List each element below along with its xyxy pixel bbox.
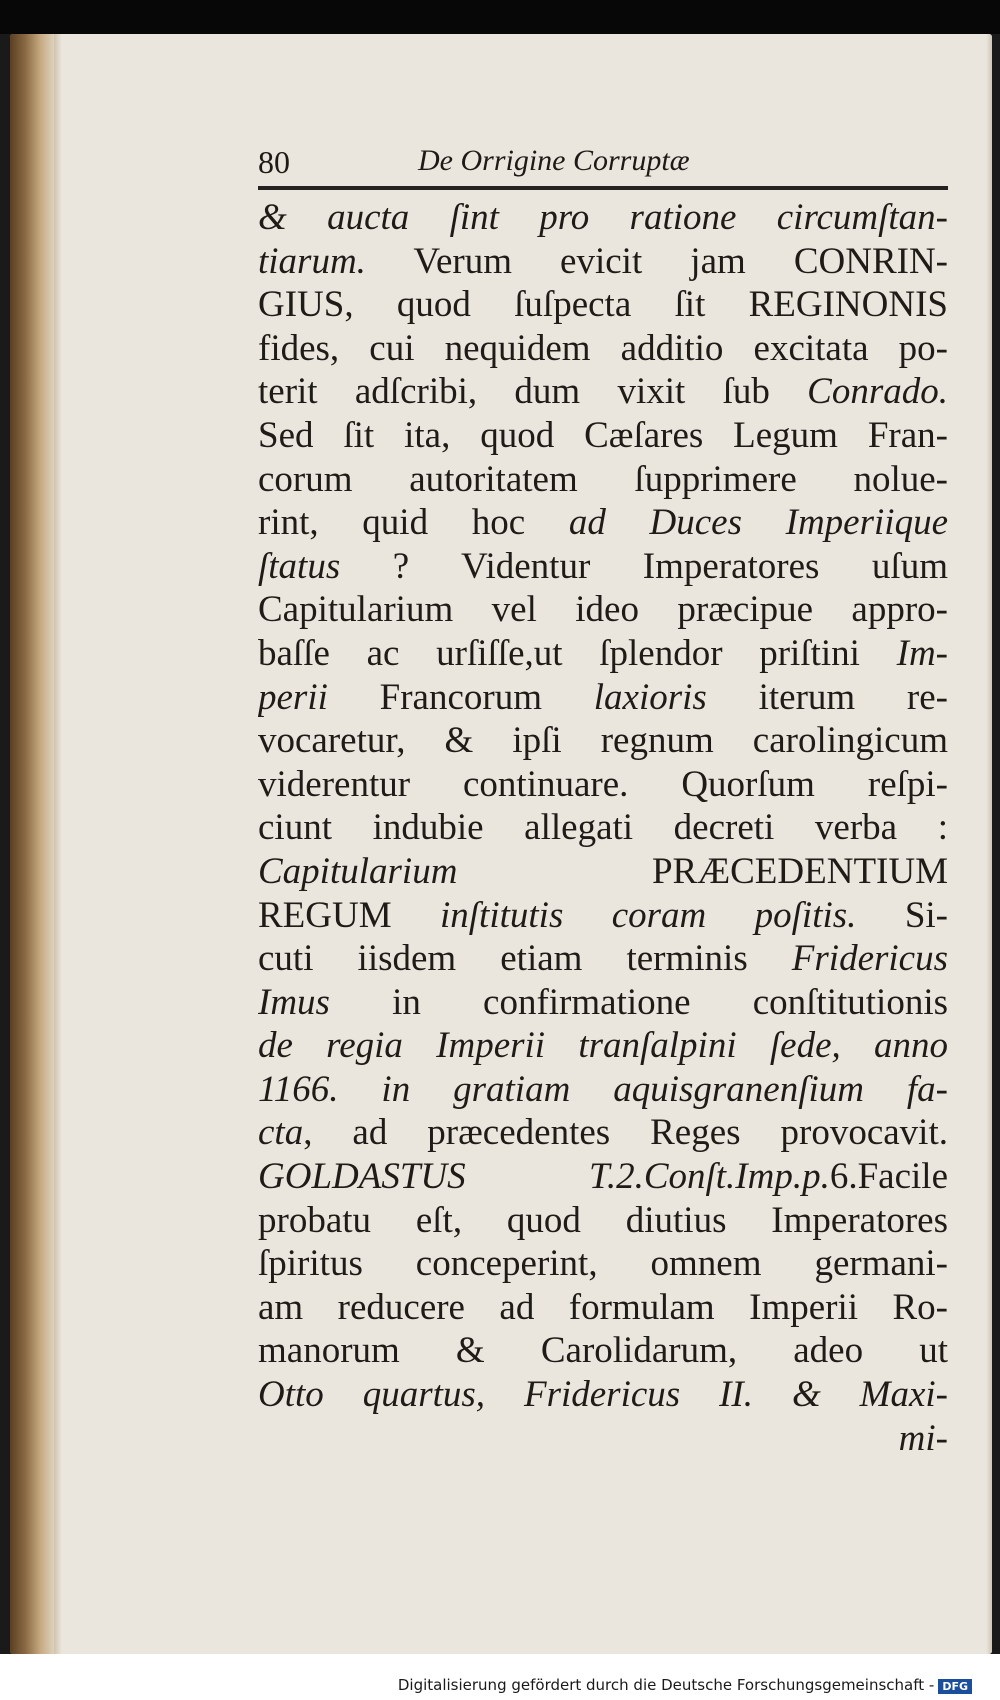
text-line (258, 1417, 948, 1461)
text-line (258, 937, 948, 981)
text-line (258, 545, 948, 589)
text-segment: 1166. in gratiam aquisgranenſium fa- (258, 1068, 948, 1110)
text-segment: Capitularium (258, 850, 458, 892)
text-segment: GIUS, quod ſuſpecta ſit REGINONIS (258, 284, 948, 326)
text-line (258, 414, 948, 458)
page-number: 80 (258, 144, 290, 180)
text-line (258, 1373, 948, 1417)
text-line (258, 370, 948, 414)
text-line (258, 458, 948, 502)
text-line (258, 894, 948, 938)
spine-shadow (54, 34, 62, 1654)
text-segment: am reducere ad formulam Imperii Ro- (258, 1286, 948, 1328)
text-segment: Si- (856, 894, 948, 936)
text-line (258, 240, 948, 284)
text-segment: laxioris (593, 676, 707, 718)
text-segment: probatu eſt, quod diutius Imperatores (258, 1199, 948, 1241)
book-spine (10, 34, 54, 1654)
text-line (258, 501, 948, 545)
text-segment: Sed ſit ita, quod Cæſares Legum Fran- (258, 414, 948, 456)
text-segment: cta (258, 1112, 304, 1154)
text-line (258, 1155, 948, 1199)
text-line (258, 632, 948, 676)
text-segment: Otto quartus, Fridericus II. & Maxi- (258, 1374, 948, 1416)
text-segment: ad Duces Imperiique (568, 502, 948, 544)
text-segment: , ad præcedentes Reges provocavit. (303, 1112, 948, 1154)
text-line (258, 1199, 948, 1243)
top-border (0, 0, 1000, 34)
text-line (258, 196, 948, 240)
text-segment: Verum evicit jam CONRIN- (365, 240, 948, 282)
text-line (258, 283, 948, 327)
text-line (258, 850, 948, 894)
footer-text: Digitalisierung gefördert durch die Deutsche Forschungsgemeinschaft - (397, 1676, 935, 1694)
text-segment: fides, cui nequidem additio excitata po- (258, 327, 948, 369)
text-line (258, 1286, 948, 1330)
text-segment: REGUM (258, 894, 440, 936)
text-line (258, 676, 948, 720)
text-segment: GOLDASTUS T.2.Conſt.Imp.p. (258, 1156, 830, 1198)
text-segment: PRÆCEDENTIUM (457, 850, 948, 892)
text-segment: mi- (898, 1417, 948, 1459)
text-line (258, 1111, 948, 1155)
text-segment: 6.Facile (829, 1156, 948, 1198)
page-header (258, 110, 948, 180)
text-segment: vocaretur, & ipſi regnum carolingicum (258, 720, 948, 762)
text-line (258, 1068, 948, 1112)
text-segment: ſtatus (258, 545, 341, 587)
page-edge (986, 34, 992, 1654)
text-segment: Capitularium vel ideo præcipue appro- (258, 589, 948, 631)
text-segment: viderentur continuare. Quorſum reſpi- (258, 763, 948, 805)
text-line (258, 1024, 948, 1068)
body-text (258, 196, 948, 1460)
text-line (258, 806, 948, 850)
header-rule (258, 186, 948, 190)
text-segment: manorum & Carolidarum, adeo ut (258, 1330, 948, 1372)
dfg-logo: DFG (938, 1679, 972, 1694)
text-line (258, 763, 948, 807)
text-line (258, 981, 948, 1025)
footer-attribution (398, 1676, 972, 1694)
text-segment: Fridericus (791, 938, 948, 980)
text-segment: ciunt indubie allegati decreti verba : (258, 807, 948, 849)
text-segment: Conrado. (807, 371, 948, 413)
text-segment: corum autoritatem ſupprimere nolue- (258, 458, 948, 500)
text-segment: cuti iisdem etiam terminis (258, 938, 792, 980)
text-segment: terit adſcribi, dum vixit ſub (258, 371, 808, 413)
text-segment: de regia Imperii tranſalpini ſede, anno (258, 1025, 948, 1067)
text-line (258, 588, 948, 632)
text-segment: & aucta ſint pro ratione circumſtan- (258, 197, 948, 238)
text-segment: baſſe ac urſiſſe,ut ſplendor priſtini (258, 632, 897, 674)
text-segment: rint, quid hoc (258, 502, 569, 544)
text-segment: Im- (896, 632, 948, 674)
text-segment: Imus (258, 981, 330, 1023)
text-segment: Francorum (327, 676, 594, 718)
text-line (258, 327, 948, 371)
text-segment: inſtitutis coram poſitis. (440, 894, 857, 936)
text-segment: perii (258, 676, 328, 718)
text-segment: ſpiritus conceperint, omnem germani- (258, 1243, 948, 1285)
running-title: De Orrigine Corruptæ (418, 144, 690, 177)
text-line (258, 1242, 948, 1286)
text-segment: iterum re- (706, 676, 948, 718)
text-segment: ? Videntur Imperatores uſum (340, 545, 948, 587)
text-line (258, 719, 948, 763)
text-line (258, 1329, 948, 1373)
text-segment: tiarum. (258, 240, 366, 282)
text-segment: in confirmatione conſtitutionis (329, 981, 948, 1023)
